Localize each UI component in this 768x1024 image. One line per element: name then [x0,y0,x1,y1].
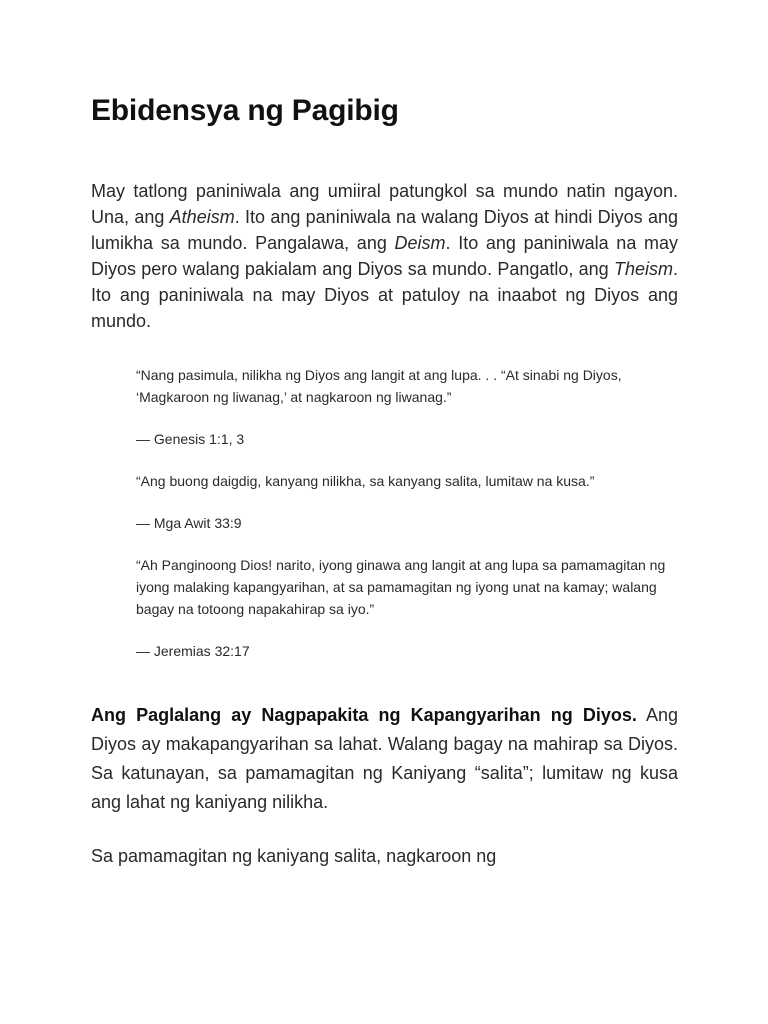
section-body: Ang Diyos ay makapangyarihan sa lahat. Walang bagay na mahirap sa Diyos. Sa katunayan, sa pamamagitan ng Kaniyang “salita”; lumitaw ng kusa ang lahat ng kaniyang nilikha. [91,705,679,812]
page-title: Ebidensya ng Pagibig [91,94,399,127]
intro-text-3: . Ito ang paniniwala na may Diyos pero walang pakialam ang Diyos sa mundo. Pangatlo, ang [91,233,678,279]
quote-jeremiah: “Ah Panginoong Dios! narito, iyong ginawa ang langit at ang lupa sa pamamagitan ng iyong malaking kapangyarihan, at sa pamamagitan ng iyong unat na kamay; walang bagay na totoong napakahirap sa iyo.” [136,557,666,617]
quote-psalms: “Ang buong daigdig, kanyang nilikha, sa kanyang salita, lumitaw na kusa.” [136,473,595,489]
quote-reference-psalms: — Mga Awit 33:9 [136,515,242,531]
term-atheism: Atheism [169,207,235,227]
section-heading: Ang Paglalang ay Nagpapakita ng Kapangyarihan ng Diyos. [91,705,637,725]
section-paragraph [91,701,678,817]
intro-text-2: . Ito ang paniniwala na walang Diyos at hindi Diyos ang lumikha sa mundo. Pangalawa, ang [91,207,678,253]
closing-line: Sa pamamagitan ng kaniyang salita, nagkaroon ng [91,846,497,866]
term-deism: Deism [394,233,446,253]
intro-text-4: . Ito ang paniniwala na may Diyos at patuloy na inaabot ng Diyos ang mundo. [91,259,678,331]
intro-text-1: May tatlong paniniwala ang umiiral patungkol sa mundo natin ngayon. Una, ang [91,181,678,227]
intro-paragraph [91,178,678,334]
term-theism: Theism [613,259,673,279]
quote-reference-jeremiah: — Jeremias 32:17 [136,643,250,659]
quote-genesis: “Nang pasimula, nilikha ng Diyos ang langit at ang lupa. . . “At sinabi ng Diyos, ‘Magkaroon ng liwanag,’ at nagkaroon ng liwanag.” [136,367,622,405]
scripture-quotes [136,364,678,682]
quote-reference-genesis: — Genesis 1:1, 3 [136,431,245,447]
